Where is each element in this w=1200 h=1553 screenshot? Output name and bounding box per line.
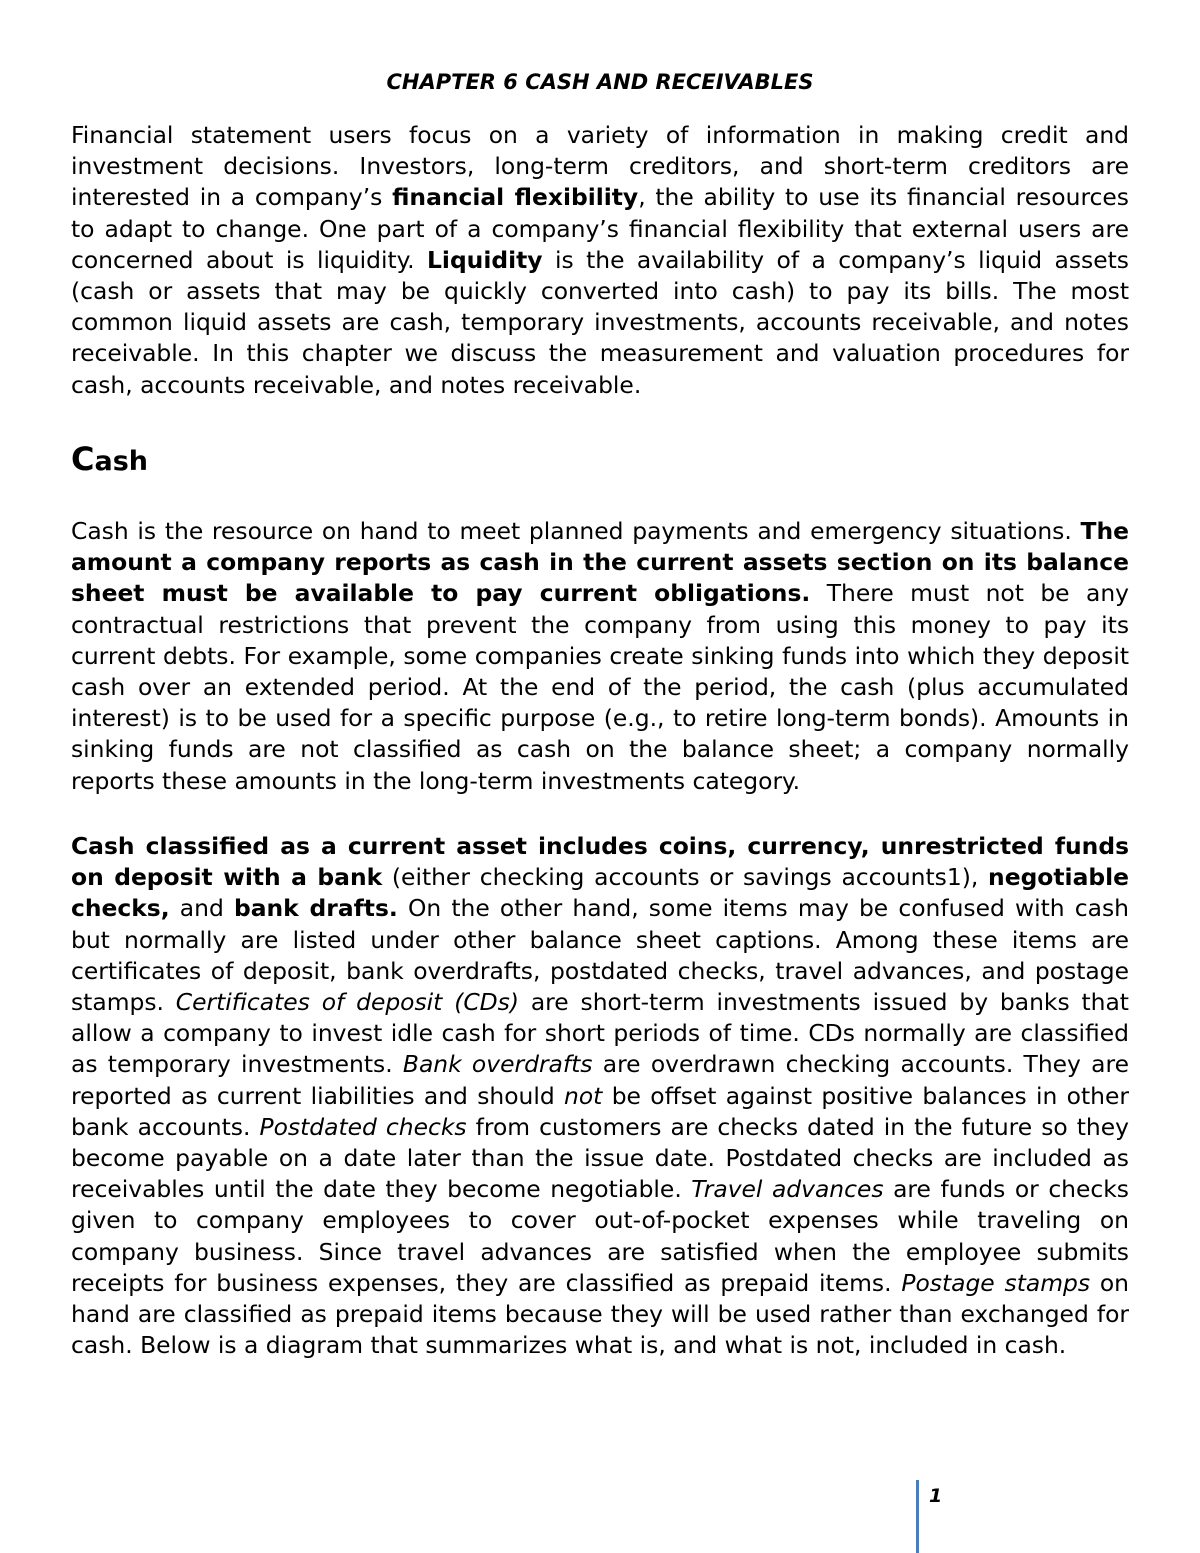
italic-text-run: Postage stamps: [901, 1268, 1091, 1297]
chapter-title: CHAPTER 6 CASH AND RECEIVABLES: [386, 70, 814, 94]
section-heading-cash: [71, 440, 148, 478]
cash-paragraph-1: [71, 516, 1129, 797]
page-number: 1: [929, 1485, 943, 1507]
text-run: on hand are classified as prepaid items because they will be used rather than exchanged for cash. Below is a diagram that summarizes what is, and what is not, included in cash.: [71, 1268, 1129, 1360]
text-run: are overdrawn checking accounts. They are reported as current liabilities and should: [71, 1050, 1129, 1110]
cash-paragraph-2: [71, 831, 1129, 1361]
section-heading-initial: C: [71, 440, 95, 478]
text-run: be offset against positive balances in other bank accounts.: [71, 1081, 1130, 1141]
text-run: from customers are checks dated in the future so they become payable on a date later than the issue date. Postdated checks are included as receivables until the date they become negotiable.: [71, 1112, 1129, 1204]
text-run: (either checking accounts or savings accounts1),: [382, 863, 989, 892]
text-run: and: [169, 894, 234, 923]
italic-text-run: not: [564, 1081, 603, 1110]
text-run: is the availability of a company’s liquid assets (cash or assets that may be quickly converted into cash) to pay its bills. The most common liquid assets are cash, temporary investments, accounts receivable, and notes receivable. In this chapter we discuss the measurement and valuation procedures for cash, accounts receivable, and notes receivable.: [71, 245, 1129, 399]
text-run: are short-term investments issued by banks that allow a company to invest idle cash for short periods of time. CDs normally are classified as temporary investments.: [71, 988, 1129, 1079]
bold-text-run: financial flexibility: [392, 183, 639, 212]
italic-text-run: Travel advances: [691, 1175, 884, 1204]
bold-text-run: The amount a company reports as cash in the current assets section on its balance sheet must be available to pay current obligations.: [71, 517, 1129, 608]
bold-text-run: bank drafts.: [233, 894, 398, 923]
text-run: Cash is the resource on hand to meet planned payments and emergency situations.: [71, 517, 1081, 545]
text-run: On the other hand, some items may be confused with cash but normally are listed under other balance sheet captions. Among these items are certificates of deposit, bank overdrafts, postdated checks, travel advances, and postage stamps.: [71, 894, 1129, 1017]
italic-text-run: Certificates of deposit (CDs): [175, 988, 519, 1017]
bold-text-run: Cash classified as a current asset includes coins, currency, unrestricted funds on deposit with a bank: [71, 832, 1129, 892]
page-number-bar: [916, 1480, 919, 1553]
text-run: There must not be any contractual restrictions that prevent the company from using this money to pay its current debts. For example, some companies create sinking funds into which they deposit cash over an extended period. At the end of the period, the cash (plus accumulated interest) is to be used for a specific purpose (e.g., to retire long-term bonds). Amounts in sinking funds are not classified as cash on the balance sheet; a company normally reports these amounts in the long-term investments category.: [71, 579, 1130, 795]
italic-text-run: Postdated checks: [259, 1112, 467, 1141]
text-run: Financial statement users focus on a variety of information in making credit and investment decisions. Investors, long-term creditors, and short-term creditors are interested in a company’s: [71, 121, 1129, 212]
text-run: , the ability to use its financial resources to adapt to change. One part of a company’s financial flexibility that external users are concerned about is liquidity.: [71, 183, 1129, 274]
text-run: are funds or checks given to company employees to cover out-of-pocket expenses while traveling on company business. Since travel advances are satisfied when the employee submits receipts for business expenses, they are classified as prepaid items.: [71, 1175, 1129, 1297]
section-heading-rest: ash: [94, 446, 148, 477]
bold-text-run: Liquidity: [427, 245, 543, 274]
intro-paragraph: [71, 120, 1129, 401]
italic-text-run: Bank overdrafts: [402, 1050, 593, 1079]
bold-text-run: negotiable checks,: [71, 863, 1129, 923]
